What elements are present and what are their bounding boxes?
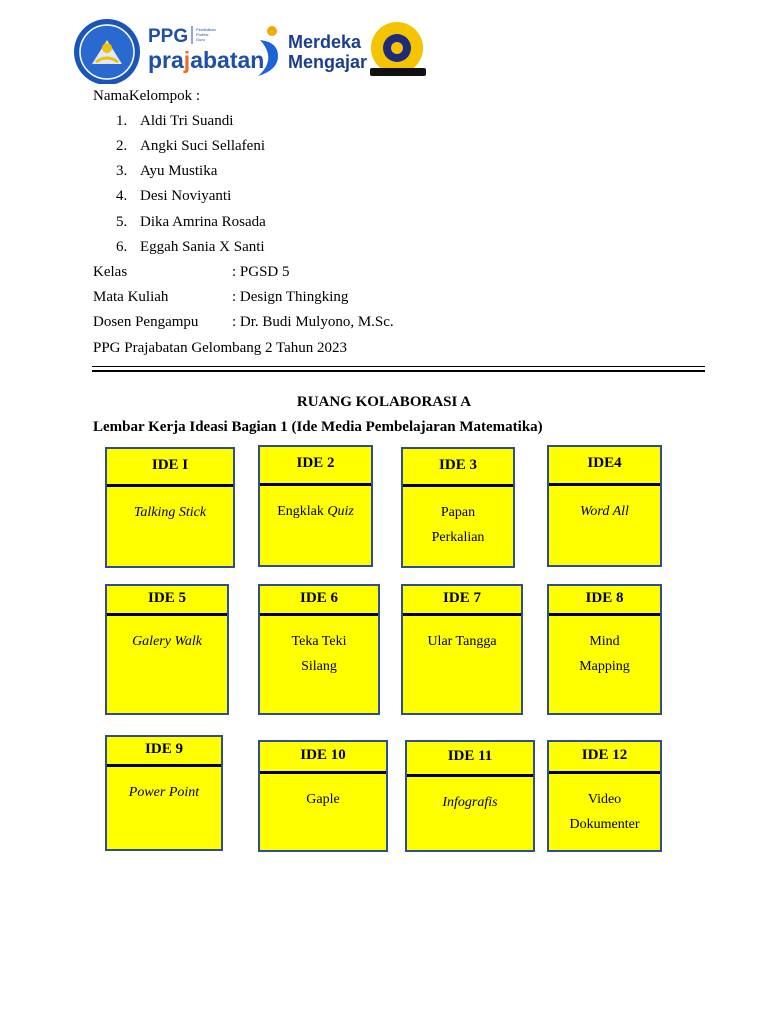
header-divider-thick xyxy=(92,370,705,372)
idea-card-content xyxy=(549,787,660,837)
idea-card-line: Power Point xyxy=(128,785,200,800)
field-value-dosen: : Dr. Budi Mulyono, M.Sc. xyxy=(232,314,394,330)
idea-card-divider xyxy=(107,613,227,616)
member-name: Desi Noviyanti xyxy=(140,188,232,204)
svg-text:Mengajar: Mengajar xyxy=(288,52,368,72)
member-number: 1. xyxy=(116,113,128,129)
section-subtitle: Lembar Kerja Ideasi Bagian 1 (Ide Media Pembelajaran Matematika) xyxy=(93,419,543,435)
member-name: Eggah Sania X Santi xyxy=(140,239,265,255)
idea-card-line: Teka Teki xyxy=(291,634,347,649)
idea-card-line: Perkalian xyxy=(431,530,485,545)
member-number: 2. xyxy=(116,138,128,154)
idea-card-content xyxy=(403,629,521,654)
idea-card-divider xyxy=(107,484,233,487)
idea-card-title: IDE 8 xyxy=(585,589,624,606)
idea-card-title: IDE 5 xyxy=(148,589,186,606)
idea-card-line: Silang xyxy=(301,659,337,674)
idea-card xyxy=(258,445,373,567)
idea-card-line: Ular Tangga xyxy=(427,634,497,649)
svg-text:Guru: Guru xyxy=(196,37,205,42)
idea-card-content xyxy=(260,499,371,524)
ppg-top-text: PPG xyxy=(148,26,189,47)
university-seal-icon xyxy=(370,22,426,76)
idea-card-title: IDE 9 xyxy=(145,740,183,757)
idea-card-line: Talking Stick xyxy=(133,505,207,520)
member-name: Ayu Mustika xyxy=(140,163,218,179)
member-number: 5. xyxy=(116,214,128,230)
member-number: 4. xyxy=(116,188,128,204)
idea-card-divider xyxy=(107,764,221,767)
idea-card-line: Dokumenter xyxy=(569,817,640,832)
member-name: Angki Suci Sellafeni xyxy=(140,138,265,154)
idea-card xyxy=(401,447,515,568)
header-divider xyxy=(92,366,705,367)
idea-card xyxy=(547,740,662,852)
idea-card-line: Mapping xyxy=(579,659,630,674)
idea-card-content xyxy=(260,787,386,812)
field-value-kelas: : PGSD 5 xyxy=(232,264,290,280)
idea-card xyxy=(547,584,662,715)
idea-card-title: IDE 12 xyxy=(581,746,628,763)
idea-card xyxy=(405,740,535,852)
idea-card-title: IDE 7 xyxy=(443,589,481,606)
idea-card xyxy=(547,445,662,567)
idea-card-divider xyxy=(549,483,660,486)
idea-card-content xyxy=(107,780,221,805)
idea-card-title: IDE 3 xyxy=(439,456,477,473)
idea-card-content xyxy=(407,790,533,815)
idea-card-title: IDE 10 xyxy=(300,746,346,763)
idea-card-divider xyxy=(549,771,660,774)
member-name: Aldi Tri Suandi xyxy=(140,113,234,129)
idea-card-content xyxy=(549,499,660,524)
member-name: Dika Amrina Rosada xyxy=(140,214,266,230)
kemendikbud-logo-icon xyxy=(74,19,140,84)
idea-card-line: Engklak Quiz xyxy=(277,504,354,519)
idea-card-divider xyxy=(407,774,533,777)
field-label-kelas: Kelas xyxy=(93,264,128,280)
idea-card-divider xyxy=(549,613,660,616)
svg-text:Merdeka: Merdeka xyxy=(288,32,362,52)
idea-card-line: Mind xyxy=(589,634,620,649)
idea-card xyxy=(105,735,223,851)
idea-card-line: Papan xyxy=(440,505,476,520)
idea-card-content xyxy=(403,500,513,550)
idea-card-divider xyxy=(403,484,513,487)
svg-text:Pendidikan: Pendidikan xyxy=(196,27,216,32)
idea-card-content xyxy=(549,629,660,679)
idea-card xyxy=(258,584,380,715)
program-line: PPG Prajabatan Gelombang 2 Tahun 2023 xyxy=(93,340,348,356)
svg-text:prajabatan: prajabatan xyxy=(148,47,265,73)
idea-card-divider xyxy=(403,613,521,616)
idea-card-title: IDE I xyxy=(151,456,189,473)
idea-card-divider xyxy=(260,771,386,774)
idea-card-title: IDE 2 xyxy=(296,455,335,471)
idea-card xyxy=(401,584,523,715)
idea-card xyxy=(105,584,229,715)
field-label-mata-kuliah: Mata Kuliah xyxy=(93,289,169,305)
field-value-mata-kuliah: : Design Thingking xyxy=(232,289,349,305)
idea-card-line: Infografis xyxy=(442,795,498,810)
idea-card-content xyxy=(260,629,378,679)
idea-card-divider xyxy=(260,613,378,616)
group-label: NamaKelompok : xyxy=(93,88,201,104)
idea-card-divider xyxy=(260,483,371,486)
idea-card-title: IDE 6 xyxy=(300,589,338,606)
member-number: 3. xyxy=(116,163,128,179)
logo-bar xyxy=(72,18,432,84)
idea-card-title: IDE 11 xyxy=(447,748,493,764)
member-number: 6. xyxy=(116,239,128,255)
idea-card-line: Galery Walk xyxy=(132,634,202,649)
idea-card xyxy=(105,447,235,568)
idea-card-content xyxy=(107,500,233,525)
idea-card-content xyxy=(107,629,227,654)
idea-card-line: Video xyxy=(587,792,622,807)
idea-card-line: Gaple xyxy=(306,792,340,807)
idea-card xyxy=(258,740,388,852)
svg-text:Profesi: Profesi xyxy=(196,32,209,37)
idea-card-line: Word All xyxy=(580,504,629,519)
field-label-dosen: Dosen Pengampu xyxy=(93,314,199,330)
section-title: RUANG KOLABORASI A xyxy=(296,394,472,410)
idea-card-title: IDE4 xyxy=(587,455,622,471)
